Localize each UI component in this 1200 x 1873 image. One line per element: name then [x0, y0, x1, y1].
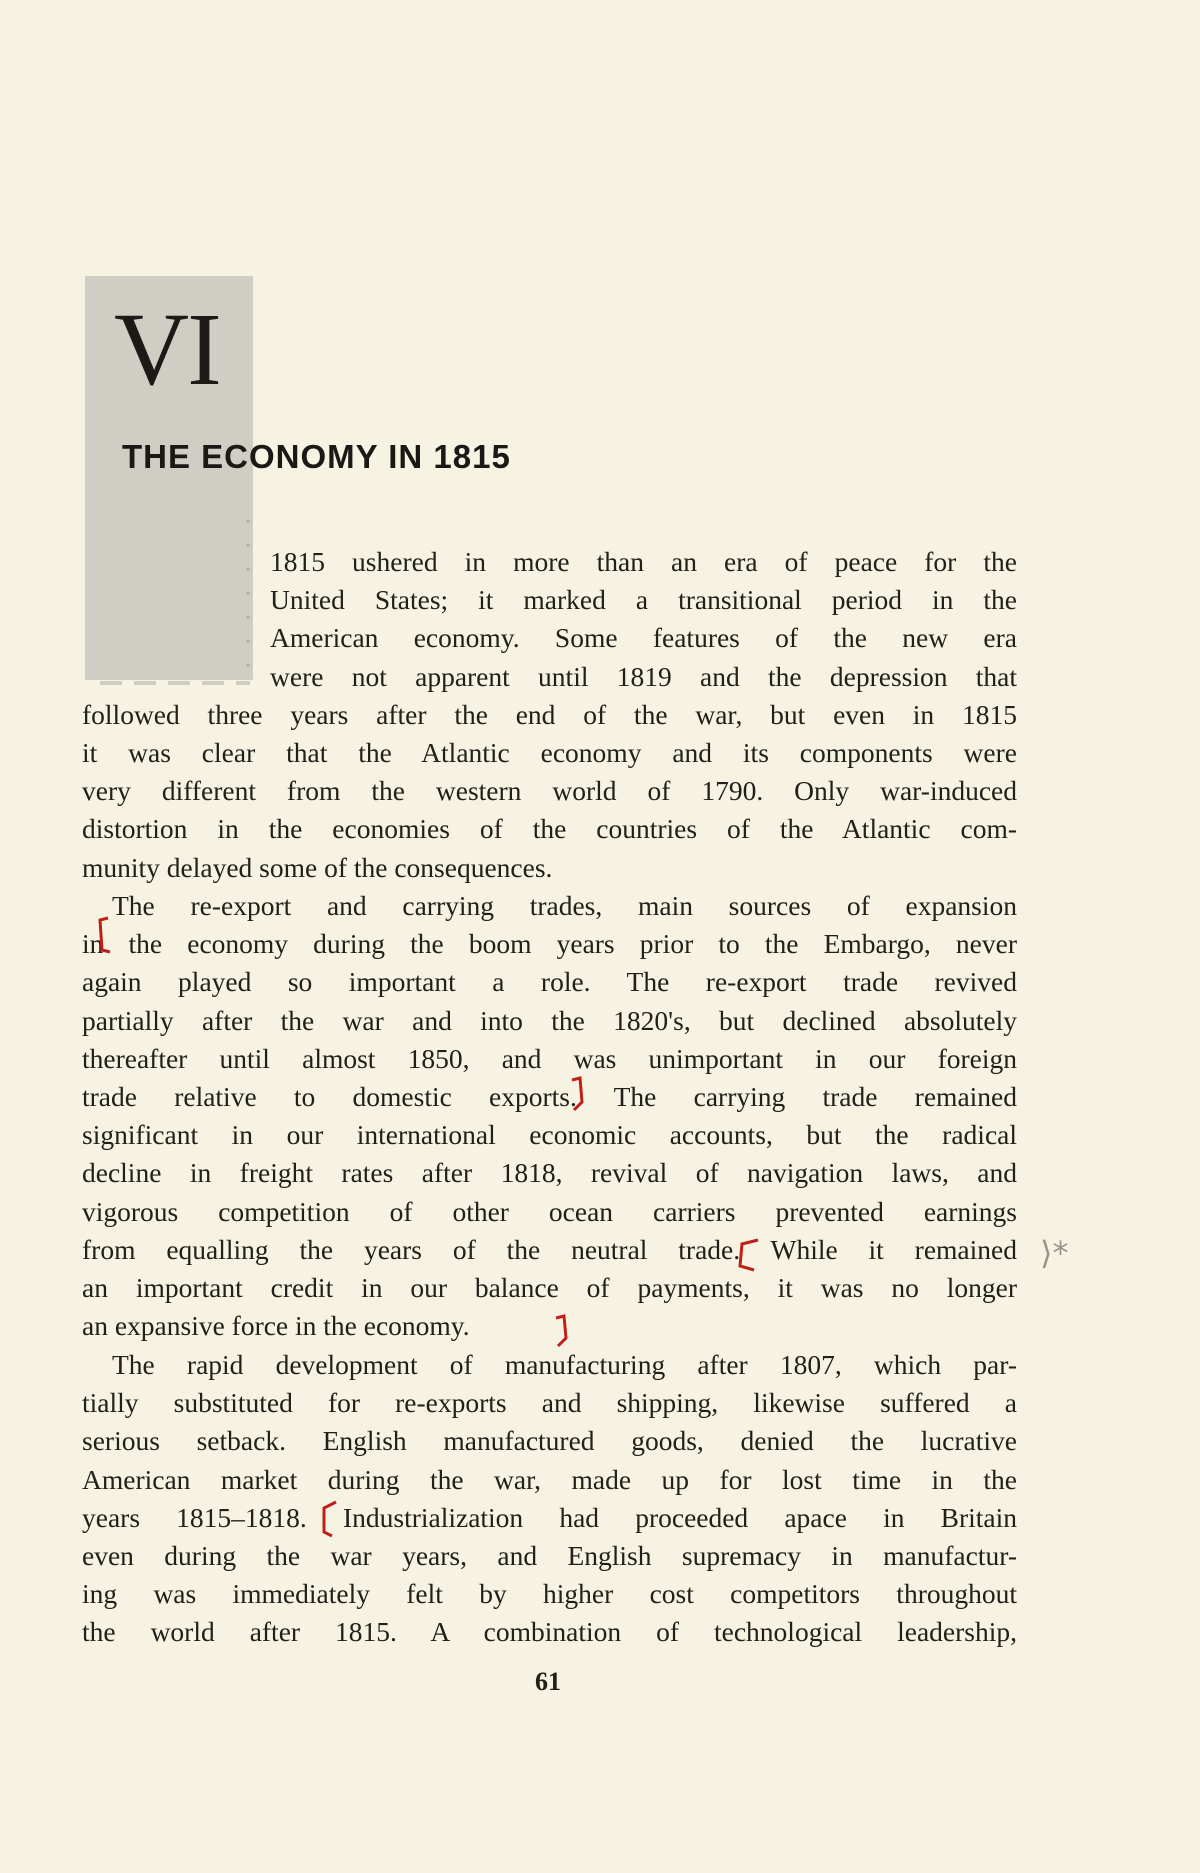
text-line: significant in our international economic accounts, but the radical: [82, 1119, 1017, 1151]
text-line: serious setback. English manufactured goods, denied the lucrative: [82, 1425, 1017, 1457]
text-line: from equalling the years of the neutral trade. While it remained: [82, 1233, 1017, 1265]
red-bracket-mark: [324, 1502, 336, 1536]
red-bracket-mark: [100, 918, 110, 952]
text-line: even during the war years, and English supremacy in manufactur-: [82, 1540, 1017, 1572]
text-line: years 1815–1818. Industrialization had proceeded apace in Britain: [82, 1501, 1017, 1533]
red-bracket-mark: [556, 1316, 566, 1346]
text-line: trade relative to domestic exports. The carrying trade remained: [82, 1081, 1017, 1113]
text-line: an expansive force in the economy.: [82, 1310, 470, 1342]
chapter-number: VI: [114, 292, 220, 407]
text-line: The rapid development of manufacturing after 1807, which par-: [112, 1349, 1017, 1380]
text-line: the world after 1815. A combination of technological leadership,: [82, 1616, 1017, 1648]
text-line: in the economy during the boom years prior to the Embargo, never: [82, 928, 1017, 960]
text-line: American market during the war, made up for lost time in the: [82, 1463, 1017, 1495]
text-line: again played so important a role. The re-export trade revived: [82, 966, 1017, 998]
text-line: United States; it marked a transitional period in the: [270, 584, 1017, 616]
text-line: American economy. Some features of the new era: [270, 622, 1017, 654]
text-line: vigorous competition of other ocean carriers prevented earnings: [82, 1195, 1017, 1227]
text-line: were not apparent until 1819 and the depression that: [270, 660, 1017, 692]
text-line: very different from the western world of 1790. Only war-induced: [82, 775, 1017, 807]
text-line: decline in freight rates after 1818, revival of navigation laws, and: [82, 1157, 1017, 1189]
text-line: an important credit in our balance of payments, it was no longer: [82, 1272, 1017, 1304]
text-line: distortion in the economies of the countries of the Atlantic com-: [82, 813, 1017, 845]
page-number: 61: [535, 1667, 561, 1696]
text-line: munity delayed some of the consequences.: [82, 851, 553, 883]
text-line: thereafter until almost 1850, and was unimportant in our foreign: [82, 1042, 1017, 1074]
red-bracket-mark: [572, 1078, 582, 1110]
text-line: The re-export and carrying trades, main sources of expansion: [112, 890, 1017, 921]
text-line: it was clear that the Atlantic economy and its components were: [82, 737, 1017, 769]
text-line: tially substituted for re-exports and shipping, likewise suffered a: [82, 1387, 1017, 1419]
margin-annotation: ⟩*: [1040, 1234, 1069, 1272]
red-bracket-mark: [740, 1240, 758, 1270]
text-line: followed three years after the end of the war, but even in 1815: [82, 698, 1017, 730]
text-line: ing was immediately felt by higher cost competitors throughout: [82, 1578, 1017, 1610]
text-line: partially after the war and into the 1820's, but declined absolutely: [82, 1004, 1017, 1036]
chapter-title: THE ECONOMY IN 1815: [122, 438, 511, 475]
text-line: 1815 ushered in more than an era of peace for the: [270, 546, 1017, 577]
